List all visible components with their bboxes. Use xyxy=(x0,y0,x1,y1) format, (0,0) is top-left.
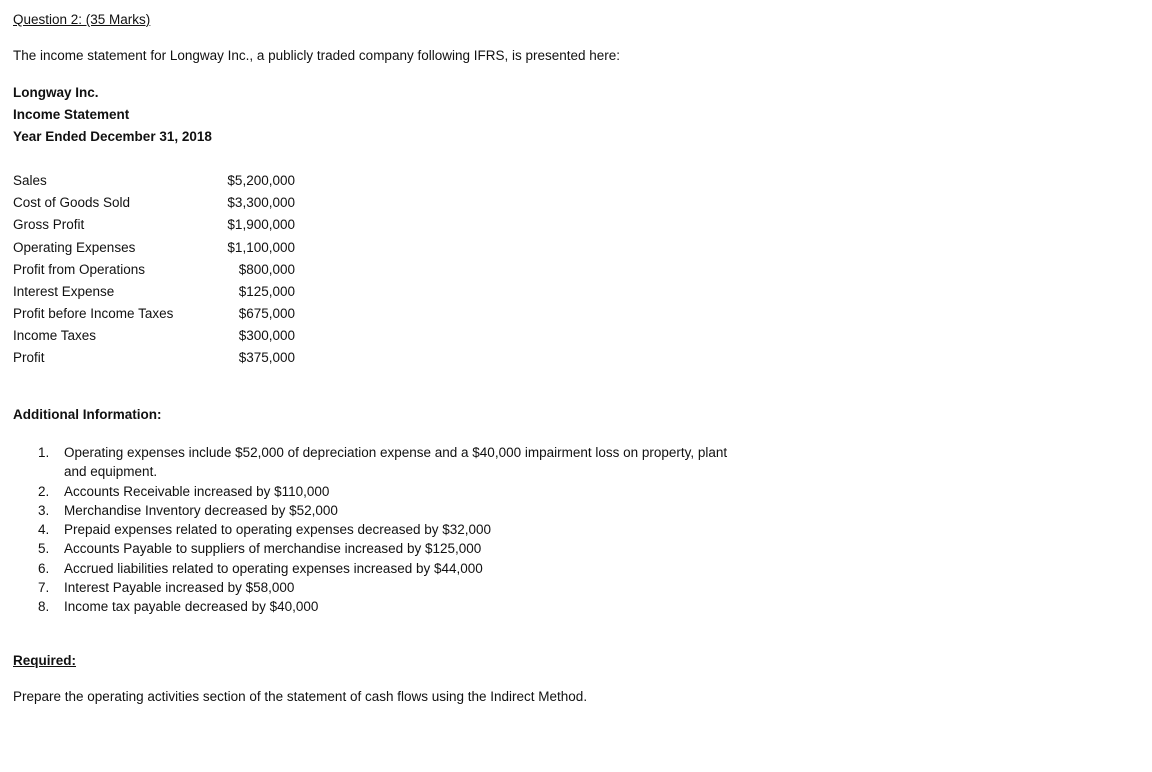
additional-info-list xyxy=(38,443,738,617)
statement-row-label: Profit from Operations xyxy=(13,262,146,277)
list-item-number: 6. xyxy=(38,560,50,576)
list-item-number: 7. xyxy=(38,580,50,596)
list-item xyxy=(38,597,738,616)
list-item xyxy=(38,520,738,539)
statement-period: Year Ended December 31, 2018 xyxy=(13,129,212,144)
statement-row-sales xyxy=(13,173,295,193)
statement-row-income-taxes xyxy=(13,328,295,348)
list-item-text: Merchandise Inventory decreased by $52,000 xyxy=(64,502,338,518)
statement-row-amount: $300,000 xyxy=(238,328,295,343)
required-text: Prepare the operating activities section of the statement of cash flows using the Indirect Method. xyxy=(13,689,588,704)
intro-text: The income statement for Longway Inc., a publicly traded company following IFRS, is presented here: xyxy=(13,48,621,63)
list-item-number: 4. xyxy=(38,522,50,538)
statement-row-label: Cost of Goods Sold xyxy=(13,195,131,210)
list-item-text: Operating expenses include $52,000 of depreciation expense and a $40,000 impairment loss on property, plant and equipment. xyxy=(64,445,728,480)
statement-row-amount: $800,000 xyxy=(238,262,295,277)
statement-row-gross-profit xyxy=(13,217,295,237)
list-item xyxy=(38,501,738,520)
statement-row-label: Profit xyxy=(13,350,45,365)
list-item-text: Accounts Payable to suppliers of merchandise increased by $125,000 xyxy=(64,541,482,557)
list-item-text: Interest Payable increased by $58,000 xyxy=(64,580,295,596)
statement-row-label: Profit before Income Taxes xyxy=(13,306,174,321)
statement-row-amount: $675,000 xyxy=(238,306,295,321)
list-item-text: Prepaid expenses related to operating expenses decreased by $32,000 xyxy=(64,522,492,538)
list-item-number: 8. xyxy=(38,599,50,615)
list-item xyxy=(38,539,738,558)
statement-row-label: Interest Expense xyxy=(13,284,115,299)
list-item-text: Accrued liabilities related to operating expenses increased by $44,000 xyxy=(64,560,483,576)
list-item-text: Income tax payable decreased by $40,000 xyxy=(64,599,319,615)
statement-row-cogs xyxy=(13,195,295,215)
statement-row-label: Income Taxes xyxy=(13,328,97,343)
statement-row-amount: $1,900,000 xyxy=(227,217,295,232)
statement-row-amount: $5,200,000 xyxy=(227,173,295,188)
statement-row-label: Gross Profit xyxy=(13,217,85,232)
statement-row-amount: $125,000 xyxy=(238,284,295,299)
list-item xyxy=(38,482,738,501)
statement-row-label: Sales xyxy=(13,173,47,188)
required-heading: Required: xyxy=(13,653,77,668)
list-item xyxy=(38,559,738,578)
statement-row-amount: $1,100,000 xyxy=(227,240,295,255)
list-item xyxy=(38,443,738,482)
statement-name: Income Statement xyxy=(13,107,130,122)
question-title: Question 2: (35 Marks) xyxy=(13,12,151,27)
statement-row-amount: $375,000 xyxy=(238,350,295,365)
statement-row-profit xyxy=(13,350,295,370)
list-item-number: 2. xyxy=(38,483,50,499)
list-item-number: 5. xyxy=(38,541,50,557)
statement-row-amount: $3,300,000 xyxy=(227,195,295,210)
list-item xyxy=(38,578,738,597)
statement-row-profit-before-taxes xyxy=(13,306,295,326)
statement-row-profit-from-operations xyxy=(13,262,295,282)
list-item-text: Accounts Receivable increased by $110,000 xyxy=(64,483,330,499)
statement-row-operating-expenses xyxy=(13,240,295,260)
list-item-number: 3. xyxy=(38,502,50,518)
statement-row-interest-expense xyxy=(13,284,295,304)
company-name: Longway Inc. xyxy=(13,85,99,100)
additional-info-heading: Additional Information: xyxy=(13,407,162,422)
list-item-number: 1. xyxy=(38,445,50,460)
statement-row-label: Operating Expenses xyxy=(13,240,136,255)
